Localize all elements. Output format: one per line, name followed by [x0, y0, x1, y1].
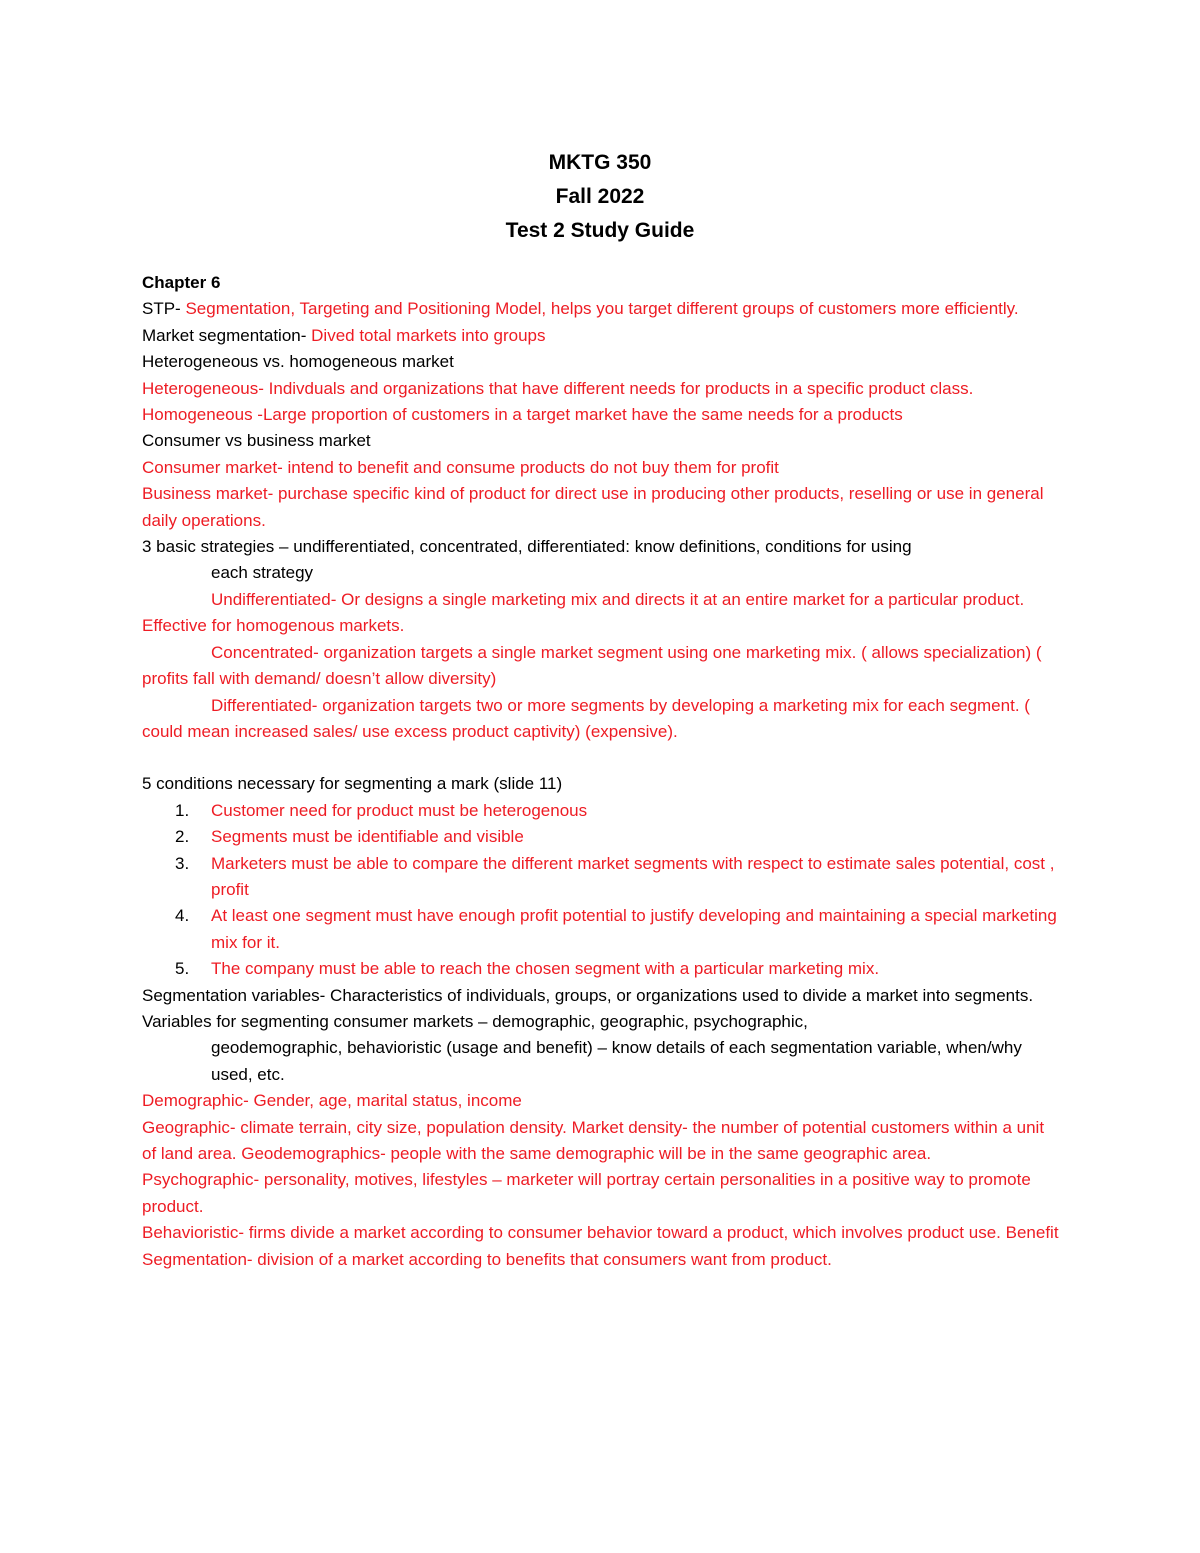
list-text: Segments must be identifiable and visible	[211, 827, 524, 847]
list-item	[142, 824, 1062, 850]
list-number: 4.	[175, 906, 190, 926]
strategies-prompt-line1: 3 basic strategies – undifferentiated, concentrated, differentiated: know definitions, conditions for using	[142, 537, 912, 557]
het-vs-hom-prompt: Heterogeneous vs. homogeneous market	[142, 352, 454, 372]
spacer	[142, 745, 1062, 771]
segmentation-variables-entry: Segmentation variables- Characteristics of individuals, groups, or organizations used to divide a market into segments.	[142, 985, 1034, 1005]
behavioristic-answer: Behavioristic- firms divide a market according to consumer behavior toward a product, which involves product use. Benefit Segmentation- division of a market according to benefits that consumers want from product.	[142, 1223, 1059, 1269]
business-market-answer: Business market- purchase specific kind of product for direct use in producing other products, reselling or use in general daily operations.	[142, 484, 1044, 530]
list-text: Customer need for product must be heterogenous	[211, 800, 588, 820]
list-item	[142, 798, 1062, 824]
variables-prompt-line2: geodemographic, behavioristic (usage and benefit) – know details of each segmentation variable, when/why used, etc.	[211, 1038, 1022, 1084]
differentiated-answer: Differentiated- organization targets two or more segments by developing a marketing mix for each segment. ( could mean increased sales/ use excess product captivity) (expensive).	[142, 695, 1030, 741]
list-text: Marketers must be able to compare the different market segments with respect to estimate sales potential, cost , profit	[211, 853, 1055, 899]
list-item	[142, 956, 1062, 982]
undifferentiated-answer: Undifferentiated- Or designs a single marketing mix and directs it at an entire market for a particular product. Effective for homogenous markets.	[142, 589, 1025, 636]
strategies-prompt-line2: each strategy	[211, 563, 314, 583]
conditions-list	[142, 798, 1062, 983]
market-segmentation-entry	[142, 323, 1062, 349]
list-number: 3.	[175, 853, 190, 873]
list-number: 2.	[175, 827, 190, 847]
heterogeneous-answer: Heterogeneous- Indivduals and organizations that have different needs for products in a specific product class.	[142, 378, 974, 398]
term: Fall 2022	[555, 185, 645, 208]
list-item	[142, 851, 1062, 904]
homogeneous-answer: Homogeneous -Large proportion of customers in a target market have the same needs for a products	[142, 405, 903, 425]
chapter-heading: Chapter 6	[142, 273, 221, 292]
title-block	[0, 146, 1200, 248]
document-title: Test 2 Study Guide	[505, 219, 695, 242]
list-number: 5.	[175, 959, 190, 979]
list-item	[142, 903, 1062, 956]
psychographic-answer: Psychographic- personality, motives, lifestyles – marketer will portray certain personalities in a positive way to promote product.	[142, 1170, 1031, 1216]
variables-prompt-line1: Variables for segmenting consumer markets – demographic, geographic, psychographic,	[142, 1011, 808, 1031]
demographic-answer: Demographic- Gender, age, marital status, income	[142, 1091, 522, 1111]
stp-definition: Segmentation, Targeting and Positioning Model, helps you target different groups of customers more efficiently.	[185, 299, 1019, 319]
stp-term: STP-	[142, 299, 186, 319]
consumer-vs-business-prompt: Consumer vs business market	[142, 431, 371, 451]
course-code: MKTG 350	[548, 151, 652, 174]
stp-entry	[142, 296, 1062, 322]
market-segmentation-definition: Dived total markets into groups	[311, 325, 546, 345]
list-text: At least one segment must have enough profit potential to justify developing and maintaining a special marketing mix for it.	[211, 906, 1057, 952]
document-body	[142, 270, 1062, 1273]
conditions-heading: 5 conditions necessary for segmenting a mark (slide 11)	[142, 774, 563, 794]
consumer-market-answer: Consumer market- intend to benefit and consume products do not buy them for profit	[142, 457, 779, 477]
concentrated-answer: Concentrated- organization targets a single market segment using one marketing mix. ( allows specialization) ( profits fall with demand/ doesn’t allow diversity)	[142, 642, 1042, 689]
list-number: 1.	[175, 800, 190, 820]
list-text: The company must be able to reach the chosen segment with a particular marketing mix.	[211, 959, 880, 979]
geographic-answer: Geographic- climate terrain, city size, population density. Market density- the number of potential customers within a unit of land area. Geodemographics- people with the same demographic will be in the same geographic area.	[142, 1117, 1045, 1163]
market-segmentation-term: Market segmentation-	[142, 325, 312, 345]
